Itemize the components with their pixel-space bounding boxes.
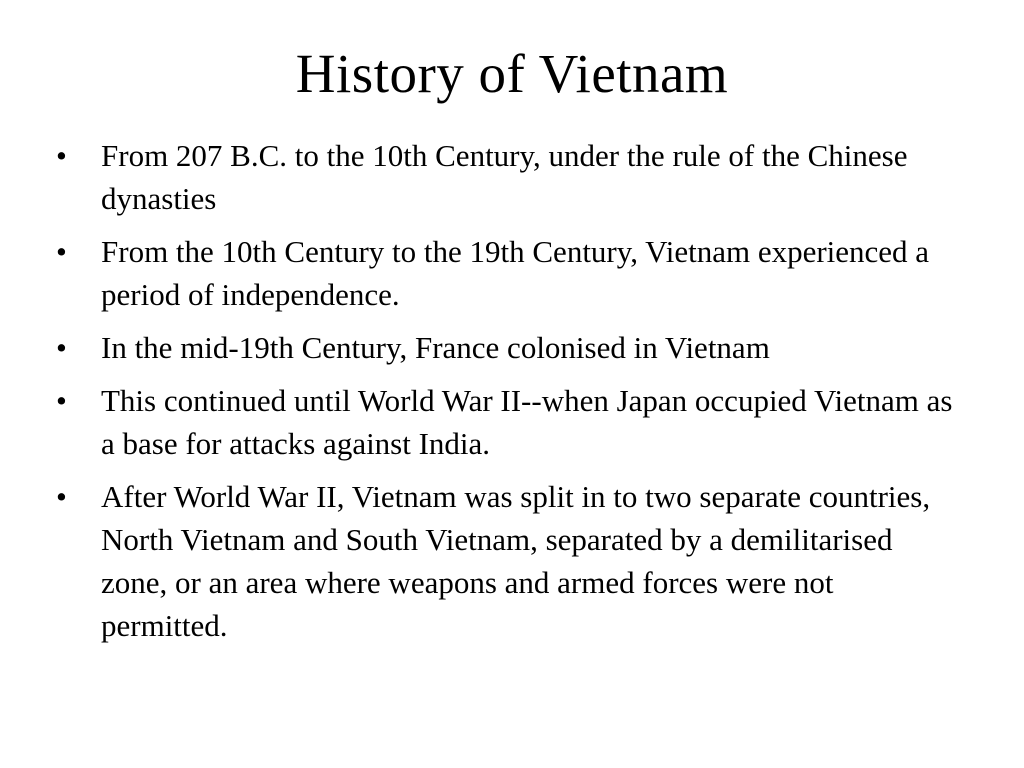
bullet-text: From the 10th Century to the 19th Century, Vietnam experienced a period of independence. bbox=[101, 234, 930, 312]
bullet-list bbox=[56, 134, 956, 657]
bullet-text: From 207 B.C. to the 10th Century, under the rule of the Chinese dynasties bbox=[101, 138, 908, 216]
slide-title: History of Vietnam bbox=[295, 43, 729, 104]
bullet-text: After World War II, Vietnam was split in to two separate countries, North Vietnam and South Vietnam, separated by a demilitarised zone, or an area where weapons and armed forces were not permitted. bbox=[101, 479, 931, 643]
bullet-item bbox=[56, 379, 956, 465]
bullet-icon: • bbox=[56, 383, 67, 418]
bullet-icon: • bbox=[56, 330, 67, 365]
bullet-icon: • bbox=[56, 138, 67, 173]
bullet-item bbox=[56, 475, 956, 647]
bullet-item bbox=[56, 134, 956, 220]
bullet-icon: • bbox=[56, 479, 67, 514]
bullet-text: This continued until World War II--when Japan occupied Vietnam as a base for attacks against India. bbox=[101, 383, 953, 461]
bullet-item bbox=[56, 230, 956, 316]
bullet-text: In the mid-19th Century, France colonised in Vietnam bbox=[101, 330, 770, 365]
bullet-icon: • bbox=[56, 234, 67, 269]
bullet-item bbox=[56, 326, 956, 369]
